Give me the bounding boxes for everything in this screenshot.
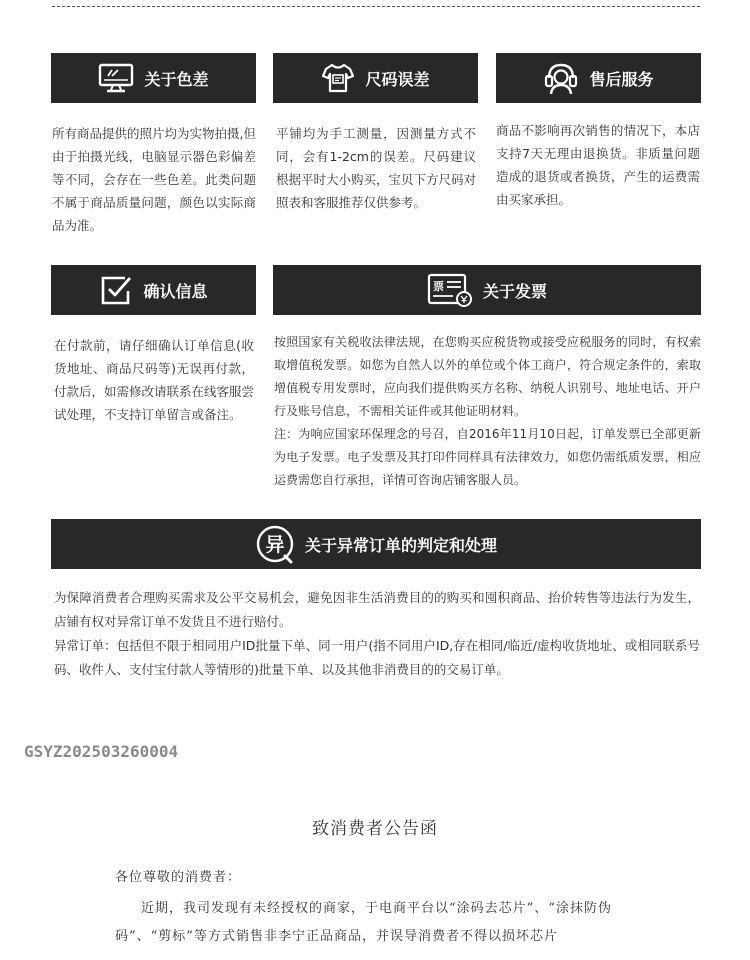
color-difference-title: 关于色差 bbox=[144, 69, 209, 89]
svg-text:异: 异 bbox=[265, 534, 285, 556]
svg-text:票: 票 bbox=[432, 280, 444, 293]
after-sales-header bbox=[496, 53, 701, 103]
serial-number: GSYZ202503260004 bbox=[24, 742, 179, 761]
invoice-text-rules: 按照国家有关税收法律法规，在您购买应税货物或接受应税服务的同时，有权索取增值税发票。如您为自然人以外的单位或个体工商户，符合规定条件的，索取增值税专用发票时，应向我们提供购买方名称、纳税人识别号、地址电话、开户行及账号信息，不需相关证件或其他证明材料。 bbox=[274, 335, 701, 418]
monitor-icon bbox=[98, 63, 134, 93]
abnormal-order-definition: 异常订单：包括但不限于相同用户ID批量下单、同一用户(指不同用户ID,存在相同/临近/虚构收货地址、或相同联系号码、收件人、支付宝付款人等情形的)批量下单、以及其他非消费目的的交易订单。 bbox=[54, 638, 700, 677]
color-difference-text: 所有商品提供的照片均为实物拍摄,但由于拍摄光线，电脑显示器色彩偏差等不同，会存在一些色差。此类问题不属于商品质量问题，颜色以实际商品为准。 bbox=[52, 126, 256, 233]
abnormal-order-header bbox=[51, 519, 701, 569]
notice-greeting: 各位尊敬的消费者： bbox=[115, 870, 242, 885]
size-error-text: 平铺均为手工测量，因测量方式不同，会有1-2cm的误差。尺码建议根据平时大小购买，宝贝下方尺码对照表和客服推荐仅供参考。 bbox=[276, 126, 477, 210]
notice-body: 近期，我司发现有未经授权的商家，于电商平台以“涂码去芯片”、“涂抹防伪码”、“剪标”等方式销售非李宁正品商品，并误导消费者不得以损坏芯片 bbox=[115, 901, 612, 944]
abnormal-icon bbox=[255, 524, 295, 564]
top-dashed-divider bbox=[52, 6, 700, 7]
size-error-header bbox=[273, 53, 478, 103]
abnormal-order-title: 关于异常订单的判定和处理 bbox=[304, 535, 497, 555]
color-difference-header bbox=[51, 53, 256, 103]
abnormal-order-text bbox=[54, 586, 700, 682]
after-sales-text: 商品不影响再次销售的情况下，本店支持7天无理由退换货。非质量问题造成的退货或者换货，产生的运费需由买家承担。 bbox=[496, 123, 700, 207]
confirm-info-title: 确认信息 bbox=[143, 281, 208, 301]
abnormal-order-intro: 为保障消费者合理购买需求及公平交易机会，避免因非生活消费目的的购买和囤积商品、抬价转售等违法行为发生，店铺有权对异常订单不发货且不进行赔付。 bbox=[54, 590, 700, 629]
confirm-info-text: 在付款前，请仔细确认订单信息(收货地址、商品尺码等)无误再付款，付款后，如需修改请联系在线客服尝试处理，不支持订单留言或备注。 bbox=[54, 338, 255, 422]
after-sales-title: 售后服务 bbox=[589, 69, 654, 89]
notice-title: 致消费者公告函 bbox=[312, 819, 438, 839]
invoice-title: 关于发票 bbox=[482, 281, 547, 301]
invoice-text-note: 注：为响应国家环保理念的号召，自2016年11月10日起，订单发票已全部更新为电子发票。电子发票及其打印件同样具有法律效力，如您仍需纸质发票，相应运费需您自行承担，详情可咨询店铺客服人员。 bbox=[274, 427, 701, 487]
confirm-info-header bbox=[51, 265, 256, 315]
invoice-header bbox=[273, 265, 701, 315]
invoice-icon bbox=[427, 272, 473, 308]
tshirt-icon bbox=[321, 62, 355, 94]
headset-icon bbox=[543, 61, 579, 95]
checkbox-icon bbox=[99, 273, 133, 307]
invoice-text bbox=[274, 331, 701, 492]
size-error-title: 尺码误差 bbox=[365, 69, 430, 89]
